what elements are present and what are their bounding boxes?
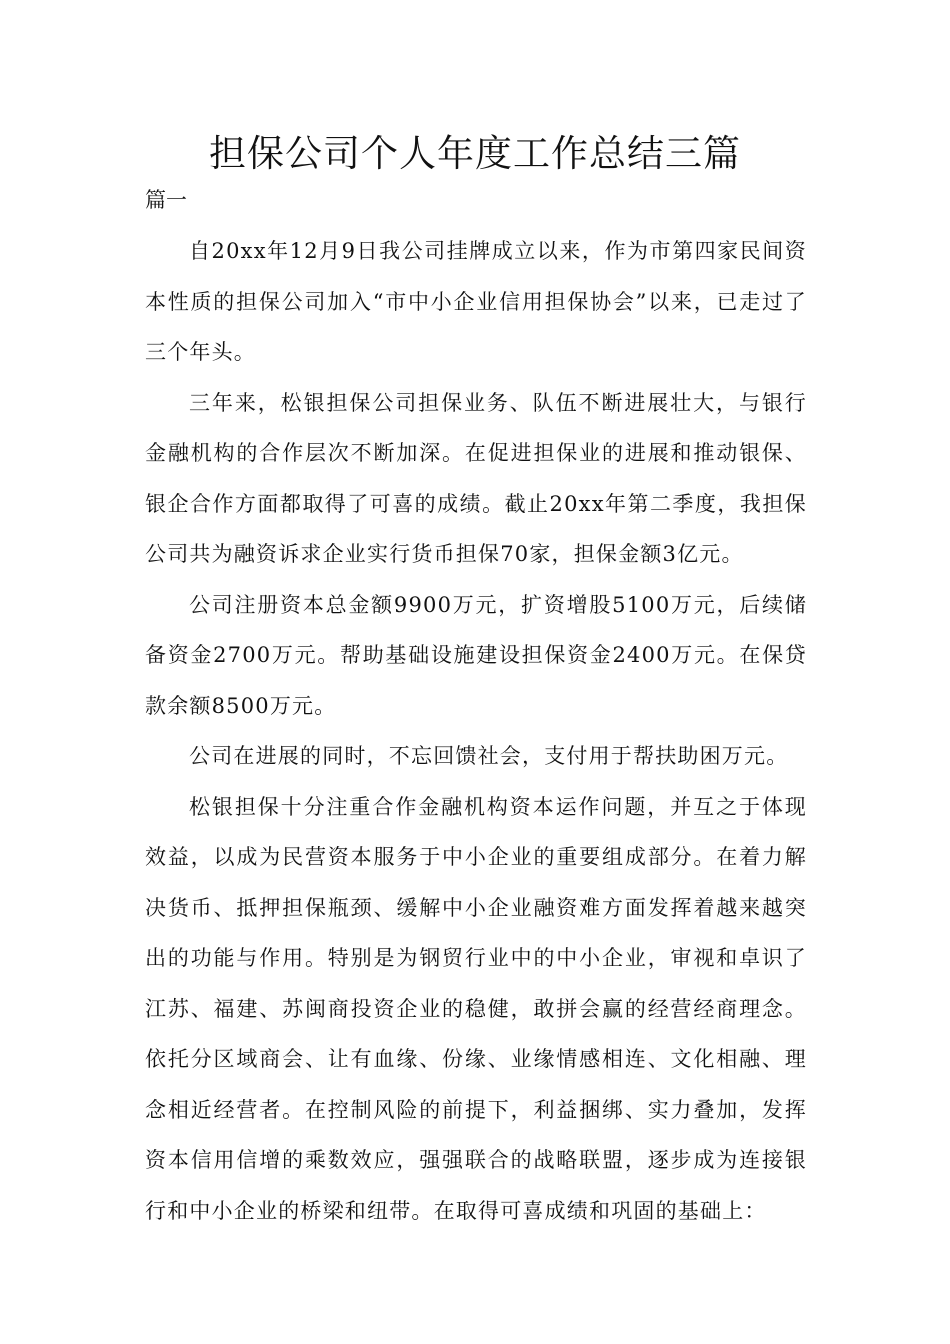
paragraph: 三年来，松银担保公司担保业务、队伍不断进展壮大，与银行金融机构的合作层次不断加深。在促进担保业的进展和推动银保、银企合作方面都取得了可喜的成绩。截止20xx年第二季度，我担保公司共为融资诉求企业实行货币担保70家，担保金额3亿元。	[145, 390, 807, 566]
document-body	[145, 226, 807, 1236]
paragraph: 自20xx年12月9日我公司挂牌成立以来，作为市第四家民间资本性质的担保公司加入“市中小企业信用担保协会”以来，已走过了三个年头。	[145, 239, 807, 364]
paragraph: 公司在进展的同时，不忘回馈社会，支付用于帮扶助困万元。	[189, 744, 789, 768]
document-title: 担保公司个人年度工作总结三篇	[209, 132, 741, 175]
section-label: 篇一	[145, 188, 187, 212]
paragraph: 公司注册资本总金额9900万元，扩资增股5100万元，后续储备资金2700万元。帮助基础设施建设担保资金2400万元。在保贷款余额8500万元。	[145, 592, 807, 718]
paragraph: 松银担保十分注重合作金融机构资本运作问题，并互之于体现效益，以成为民营资本服务于中小企业的重要组成部分。在着力解决货币、抵押担保瓶颈、缓解中小企业融资难方面发挥着越来越突出的功能与作用。特别是为钢贸行业中的中小企业，审视和卓识了江苏、福建、苏闽商投资企业的稳健，敢拼会赢的经营经商理念。依托分区域商会、让有血缘、份缘、业缘情感相连、文化相融、理念相近经营者。在控制风险的前提下，利益捆绑、实力叠加，发挥资本信用信增的乘数效应，强强联合的战略联盟，逐步成为连接银行和中小企业的桥梁和纽带。在取得可喜成绩和巩固的基础上：	[145, 794, 807, 1223]
